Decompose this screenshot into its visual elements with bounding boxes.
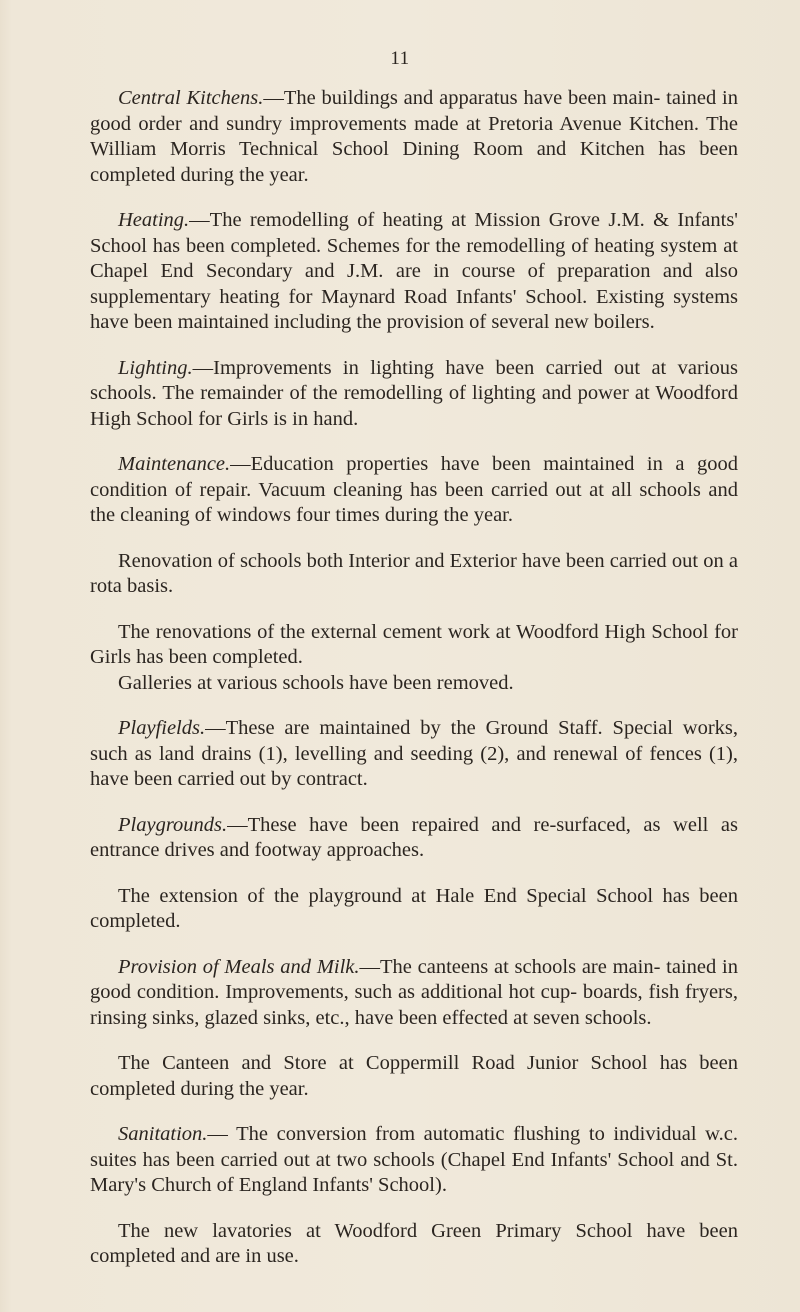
paragraph-heading: Playfields. <box>118 717 206 739</box>
paragraph-sanitation <box>90 1122 738 1199</box>
paragraph-text: —These are maintained by the Ground Staff. Special works, such as land drains (1), levelling and seeding (2), and renewal of fences (1), have been carried out by contract. <box>90 717 738 790</box>
paragraph-text: —The canteens at schools are main- tained in good condition. Improvements, such as additional hot cup- boards, fish fryers, rinsing sinks, glazed sinks, etc., have been effected at seven schools. <box>90 955 738 1029</box>
paragraph-cement-work <box>90 620 738 671</box>
paragraph-text: The renovations of the external cement work at Woodford High School for Girls has been completed. <box>90 620 738 668</box>
paragraph-heading: Lighting. <box>118 356 193 379</box>
paragraph-renovation <box>90 549 738 600</box>
paragraph-galleries <box>90 671 738 697</box>
paragraph-coppermill <box>90 1051 738 1102</box>
paragraph-text: —These have been repaired and re-surfaced, as well as entrance drives and footway approaches. <box>90 813 738 861</box>
paragraph-heading: Central Kitchens. <box>118 87 264 109</box>
body-text <box>90 86 738 1290</box>
paragraph-heating <box>90 208 738 336</box>
paragraph-meals-milk <box>90 955 738 1032</box>
paragraph-playgrounds <box>90 813 738 864</box>
paragraph-heading: Maintenance. <box>118 453 231 475</box>
paragraph-lighting <box>90 356 738 433</box>
paragraph-text: —Improvements in lighting have been carried out at various schools. The remainder of the remodelling of lighting and power at Woodford High School for Girls is in hand. <box>90 356 738 430</box>
paragraph-central-kitchens <box>90 86 738 188</box>
paragraph-heading: Sanitation. <box>118 1123 208 1145</box>
paragraph-heading: Playgrounds. <box>118 813 228 836</box>
paragraph-hale-end <box>90 884 738 935</box>
paragraph-text: Renovation of schools both Interior and Exterior have been carried out on a rota basis. <box>90 549 738 597</box>
paragraph-text: —The remodelling of heating at Mission Grove J.M. & Infants' School has been completed. Schemes for the remodelling of heating system at Chapel End Secondary and J.M. are in course of preparation and also supplementary heating for Maynard Road Infants' School. Existing systems have been maintained including the provision of several new boilers. <box>90 209 738 333</box>
paragraph-text: —Education properties have been maintained in a good condition of repair. Vacuum cleaning has been carried out at all schools and the cleaning of windows four times during the year. <box>90 453 738 526</box>
paragraph-text: Galleries at various schools have been removed. <box>118 671 514 694</box>
paragraph-text: The new lavatories at Woodford Green Primary School have been completed and are in use. <box>90 1219 738 1267</box>
paragraph-text: —The buildings and apparatus have been main- tained in good order and sundry improvements made at Pretoria Avenue Kitchen. The William Morris Technical School Dining Room and Kitchen has been completed during the year. <box>90 87 739 186</box>
paragraph-text: The extension of the playground at Hale End Special School has been completed. <box>90 884 738 932</box>
paragraph-heading: Heating. <box>118 209 190 231</box>
paragraph-text: — The conversion from automatic flushing to individual w.c. suites has been carried out at two schools (Chapel End Infants' School and St. Mary's Church of England Infants' School). <box>90 1123 738 1196</box>
paragraph-maintenance <box>90 452 738 529</box>
paragraph-playfields <box>90 716 738 793</box>
paragraph-heading: Provision of Meals and Milk. <box>118 955 360 978</box>
paragraph-text: The Canteen and Store at Coppermill Road Junior School has been completed during the year. <box>90 1052 738 1100</box>
page-number: 11 <box>390 48 410 69</box>
paragraph-lavatories <box>90 1219 738 1270</box>
